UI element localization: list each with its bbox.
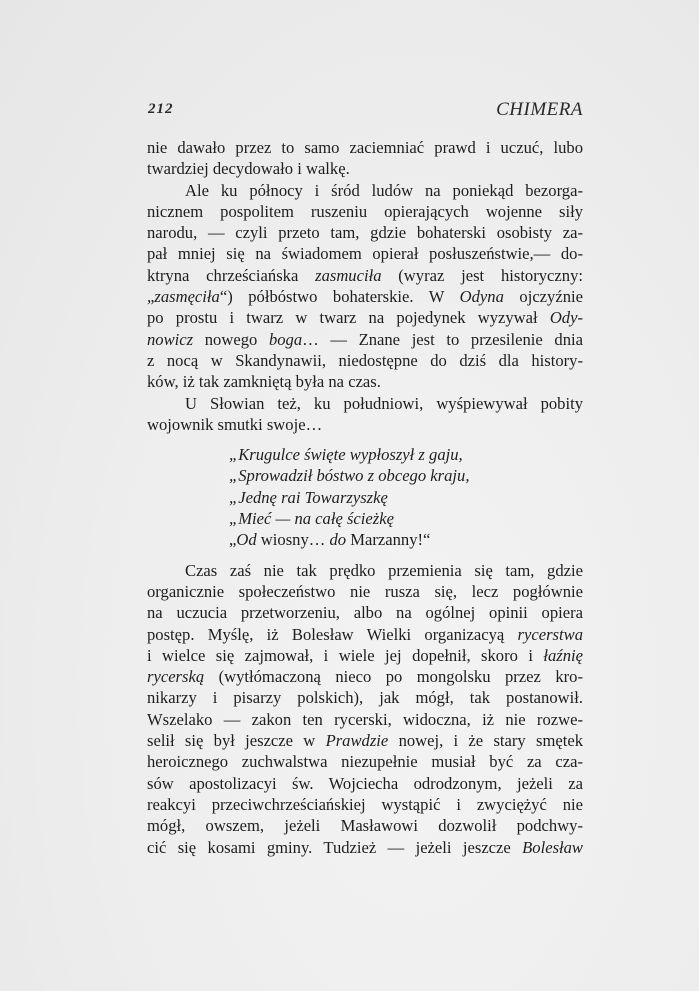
text-line [147,414,583,435]
text-line [147,560,583,581]
text-run: Czas zaś nie tak prędko przemienia się tam, gdzie [185,560,583,580]
page-number: 212 [148,101,174,117]
text-run: U Słowian też, ku południowi, wyśpiewywał pobity [185,393,583,413]
text-run: (wyraz jest historyczny: [381,265,583,285]
text-run: „ [229,530,237,550]
text-run: z nocą w Skandynawii, niedostępne do dziś dla history- [147,350,583,370]
text-run: organicznie społeczeństwo nie rusza się, lecz pogłównie [147,581,583,601]
spacer [147,551,583,560]
italic-text: rycerstwa [517,624,583,644]
text-run: “) półbóstwo bohaterskie. W [219,287,460,307]
text-run: „ [147,287,155,307]
italic-text: Bolesław [522,837,583,857]
text-run: (wytłómaczoną nieco po mongolsku przez kro- [204,667,583,687]
spacer [147,435,583,444]
text-line [147,222,583,243]
italic-text: zasmęciła [154,287,220,307]
text-run: ktryna chrześciańska [147,265,316,285]
text-line [147,137,583,158]
text-line [147,201,583,222]
italic-text: Od [236,530,257,550]
text-run: nicznem pospolitem ruszeniu opierających wojenne siły [147,201,583,221]
text-line [147,158,583,179]
text-run: twardziej decydowało i walkę. [147,159,350,179]
running-title: CHIMERA [496,99,583,120]
text-run: nowego [193,329,269,349]
italic-text: rycerską [147,667,205,687]
italic-text: łaźnię [543,645,583,665]
text-run: Ale ku północy i śród ludów na poniekąd bezorga- [185,180,583,200]
text-run: cić się kosami gminy. Tudzież — jeżeli jeszcze [147,837,523,857]
text-line [147,265,583,286]
italic-text: nowicz [147,329,194,349]
text-line [147,329,583,350]
text-run: nowej, i że stary smętek [388,731,583,751]
text-run: postęp. Myślę, iż Bolesław Wielki organizacyą [147,624,518,644]
text-line [147,581,583,602]
text-run: sów apostolizacyi św. Wojciecha odrodzonym, jeżeli za [147,773,583,793]
italic-text: do [329,530,347,550]
italic-text: boga [268,329,303,349]
italic-text: „Sprowadził bóstwo z obcego kraju, [229,466,470,486]
italic-text: Odyna [459,287,504,307]
text-line [147,307,583,328]
text-run: narodu, — czyli przeto tam, gdzie bohaterski osobisty za- [147,223,583,243]
page-header [147,99,583,121]
text-line [147,709,583,730]
text-line [147,730,583,751]
text-run: mógł, owszem, jeżeli Masławowi dozwolił podchwy- [147,816,583,836]
text-run: na uczucia przetworzeniu, albo na ogólnej opinii opiera [147,603,583,623]
text-run: wojownik smutki swoje… [147,414,323,434]
text-line [147,286,583,307]
text-run: ojczyźnie [503,287,583,307]
verse-line [147,444,583,465]
verse-line [147,465,583,486]
text-run: i wielce się zajmował, i wiele jej dopełnił, skoro i [147,645,544,665]
italic-text: „Krugulce święte wypłoszył z gaju, [229,445,463,465]
verse-line [147,487,583,508]
verse-line [147,529,583,550]
text-run: nikarzy i pisarzy polskich), jak mógł, tak postanowił. [147,688,583,708]
verse-line [147,508,583,529]
italic-text: Prawdzie [325,731,389,751]
text-line [147,180,583,201]
text-line [147,243,583,264]
text-line [147,773,583,794]
text-line [147,602,583,623]
italic-text: „Jednę rai Towarzyszkę [229,487,388,507]
text-run: nie dawało przez to samo zaciemniać prawd i uczuć, lubo [147,138,583,157]
text-run: po prostu i twarz w twarz na pojedynek wyzywał [147,308,550,328]
text-line [147,815,583,836]
text-line [147,837,583,858]
text-run: pał mniej się na świadomem opierał posłuszeństwie,— do- [147,244,583,264]
text-line [147,624,583,645]
text-line [147,645,583,666]
italic-text: „Mieć — na całę ścieżkę [229,509,394,529]
text-run: ków, iż tak zamkniętą była na czas. [147,372,381,392]
text-line [147,666,583,687]
italic-text: Ody- [549,308,583,328]
text-run: selił się był jeszcze w [147,731,326,751]
text-run: Marzanny!“ [346,530,431,550]
text-run: wiosny… [256,530,330,550]
italic-text: zasmuciła [315,265,382,285]
text-run: heroicznego zuchwalstwa niezupełnie musiał być za cza- [147,752,583,772]
text-run: Wszelako — zakon ten rycerski, widoczna, iż nie rozwe- [147,709,583,729]
text-line [147,371,583,392]
text-run: … — Znane jest to przesilenie dnia [302,329,583,349]
text-run: reakcyi przeciwchrześciańskiej wystąpić i zwyciężyć nie [147,794,583,814]
text-line [147,393,583,414]
text-line [147,751,583,772]
body-text [147,137,583,858]
text-line [147,350,583,371]
text-line [147,794,583,815]
text-line [147,687,583,708]
